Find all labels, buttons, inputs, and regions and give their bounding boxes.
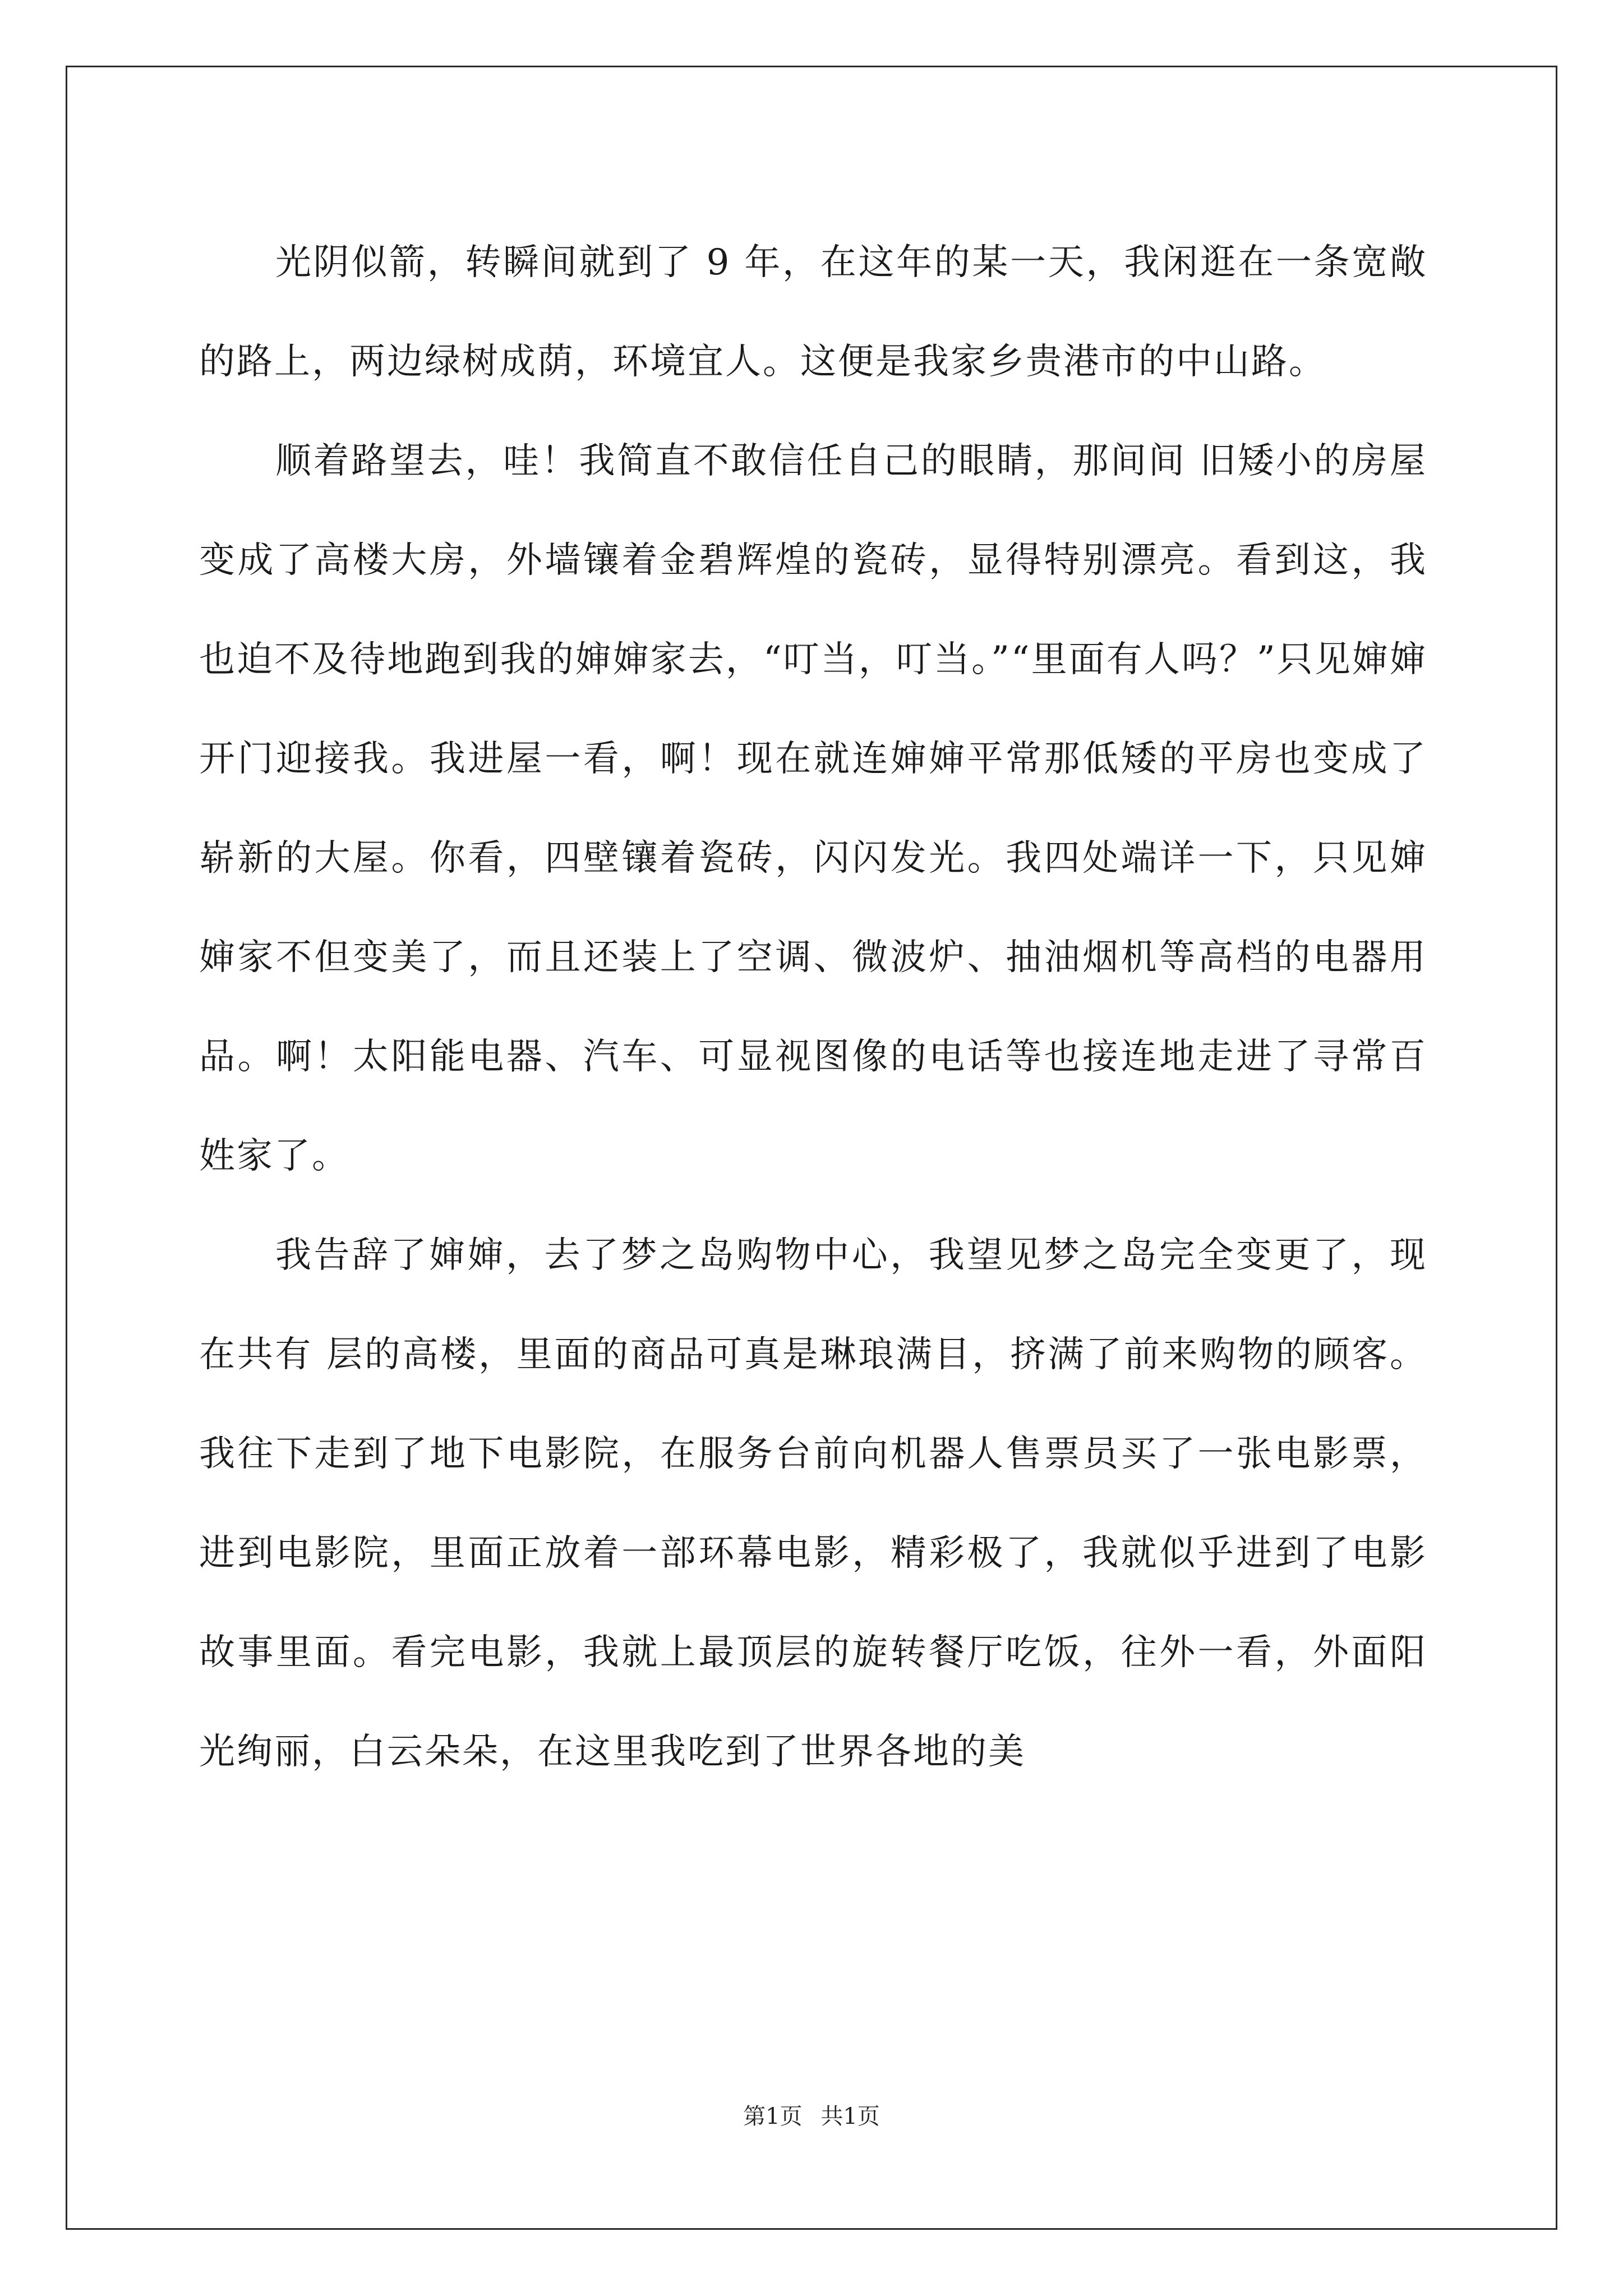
page-footer — [0, 2102, 1623, 2131]
page-total: 共1页 — [820, 2104, 880, 2129]
paragraph-3: 我告辞了婶婶，去了梦之岛购物中心，我望见梦之岛完全变更了，现在共有 层的高楼，里面的商品可真是琳琅满目，挤满了前来购物的顾客。我往下走到了地下电影院，在服务台前向机器人售票员买了一张电影票，进到电影院，里面正放着一部环幕电影，精彩极了，我就似乎进到了电影故事里面。看完电影，我就上最顶层的旋转餐厅吃饭，往外一看，外面阳光绚丽，白云朵朵，在这里我吃到了世界各地的美 — [199, 1235, 1427, 1773]
page-number: 第1页 — [743, 2104, 803, 2129]
paragraph-1: 光阴似箭，转瞬间就到了 9 年，在这年的某一天，我闲逛在一条宽敞的路上，两边绿树成荫，环境宜人。这便是我家乡贵港市的中山路。 — [199, 242, 1427, 383]
document-body — [199, 213, 1427, 1802]
paragraph-2: 顺着路望去，哇！我简直不敢信任自己的眼睛，那间间 旧矮小的房屋变成了高楼大房，外墙镶着金碧辉煌的瓷砖，显得特别漂亮。看到这，我也迫不及待地跑到我的婶婶家去，“叮当，叮当。”“里面有人吗？”只见婶婶开门迎接我。我进屋一看，啊！现在就连婶婶平常那低矮的平房也变成了崭新的大屋。你看，四壁镶着瓷砖，闪闪发光。我四处端详一下，只见婶婶家不但变美了，而且还装上了空调、微波炉、抽油烟机等高档的电器用品。啊！太阳能电器、汽车、可显视图像的电话等也接连地走进了寻常百姓家了。 — [199, 440, 1427, 1177]
